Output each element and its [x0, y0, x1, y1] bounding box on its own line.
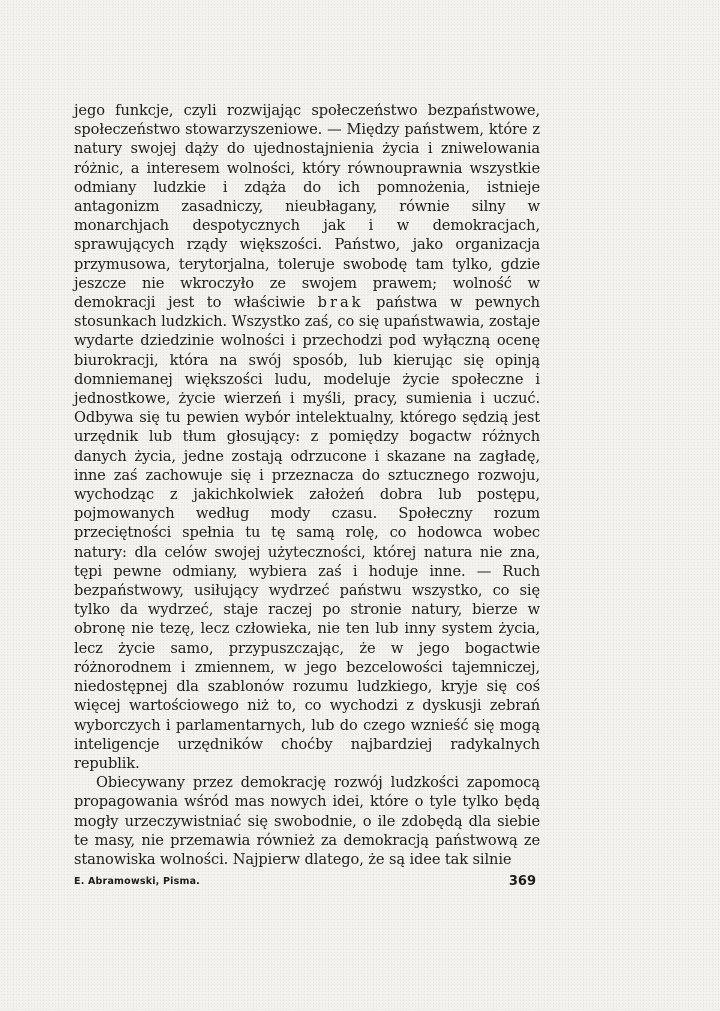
- page-footer: [74, 876, 540, 892]
- paragraph-2: [74, 773, 540, 869]
- body-text: [74, 101, 540, 869]
- paragraph-1-text-b: państwa w pewnych stosunkach ludzkich. Wszystko zaś, co się upaństwawia, zostaje wydarte dziedzinie wolności i przechodzi pod wyłączną ocenę biurokracji, która na swój sposób, lub kierując się opinją domniemanej większości ludu, modeluje życie społeczne i jednostkowe, życie wierzeń i myśli, pracy, sumienia i uczuć. Odbywa się tu pewien wybór intelektualny, którego sędzią jest urzędnik lub tłum głosujący: z pomiędzy bogactw różnych danych życia, jedne zostają odrzucone i skazane na zagładę, inne zaś zachowuje się i przeznacza do sztucznego rozwoju, wychodząc z jakichkolwiek założeń dobra lub postępu, pojmowanych według mody czasu. Społeczny rozum przeciętności spełnia tu tę samą rolę, co hodowca wobec natury: dla celów swojej użyteczności, której natura nie zna, tępi pewne odmiany, wybiera zaś i hoduje inne. — Ruch bezpaństwowy, usiłujący wydrzeć państwu wszystko, co się tylko da wydrzeć, staje raczej po stronie natury, bierze w obronę nie tezę, lecz człowieka, nie ten lub inny system życia, lecz życie samo, przypuszczając, że w jego bogactwie różnorodnem i zmiennem, w jego bezcelowości tajemniczej, niedostępnej dla szablonów rozumu ludzkiego, kryje się coś więcej wartościowego niż to, co wychodzi z dyskusji zebrań wyborczych i parlamentarnych, lub do czego wznieść się mogą inteligencje urzędników choćby najbardziej radykalnych republik.: [74, 294, 540, 772]
- paragraph-2-text: Obiecywany przez demokrację rozwój ludzkości zapomocą propagowania wśród mas nowych idei, które o tyle tylko będą mogły urzeczywistniać się swobodnie, o ile zdobędą dla siebie te masy, nie przemawia również za demokracją państwową ze stanowiska wolności. Najpierw dlatego, że są idee tak silnie: [74, 774, 540, 868]
- paragraph-1-text-a: jego funkcje, czyli rozwijając społeczeństwo bezpaństwowe, społeczeństwo stowarzyszeniowe. — Między państwem, które z natury swojej dąży do ujednostajnienia życia i zniwelowania różnic, a interesem wolności, który równouprawnia wszystkie odmiany ludzkie i zdąża do ich pomnożenia, istnieje antagonizm zasadniczy, nieubłagany, równie silny w monarchjach despotycznych jak i w demokracjach, sprawujących rządy większości. Państwo, jako organizacja przymusowa, terytorjalna, toleruje swobodę tam tylko, gdzie jeszcze nie wkroczyło ze swojem prawem; wolność w demokracji jest to właściwie: [74, 102, 540, 312]
- page-number: 369: [508, 874, 536, 889]
- emphasized-word-brak: brak: [317, 294, 364, 312]
- footer-author: E. Abramowski, Pisma.: [74, 876, 200, 887]
- paragraph-1: [74, 101, 540, 773]
